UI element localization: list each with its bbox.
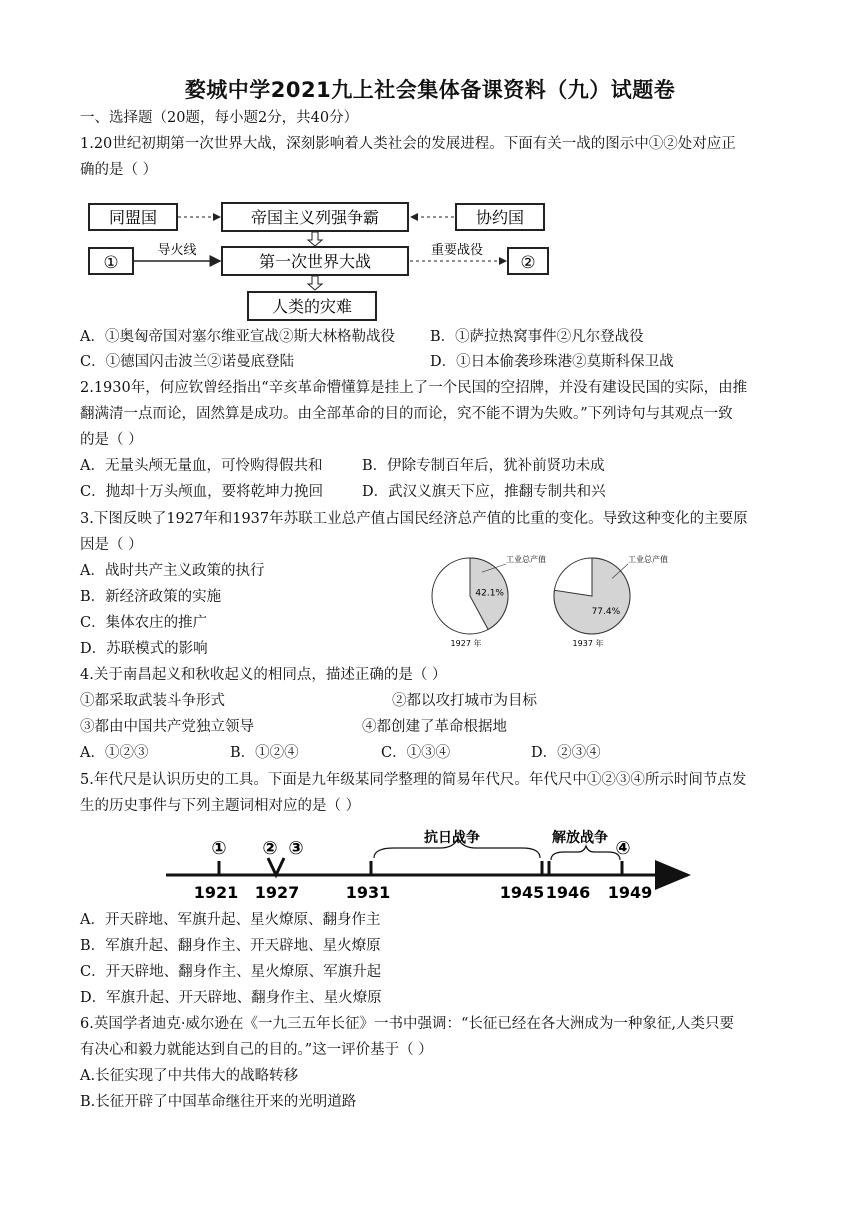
q2-option-d: D．武汉义旗天下应，推翻专制共和兴 [362,484,606,500]
q4-statement-3: ③都由中国共产党独立领导 [80,719,254,735]
q2-stem-line2: 翻满清一点而论，固然算是成功。由全部革命的目的而论，究不能不谓为失败。”下列诗句与其观点一致 [80,406,733,422]
q5-option-d: D．军旗升起、开天辟地、翻身作主、星火燎原 [80,990,382,1006]
q2-option-c: C．抛却十万头颅血，要将乾坤力挽回 [80,484,324,500]
year-1927: 1927 [254,883,300,902]
pie-category-label-1: 工业总产值 [506,555,546,564]
center-label: 帝国主义列强争霸 [250,208,380,227]
page-title: 婺城中学2021九上社会集体备课资料（九）试题卷 [184,78,676,102]
q5-stem-line2: 生的历史事件与下列主题词相对应的是（ ） [80,798,361,814]
q2-option-b: B．伊除专制百年后，犹补前贤功未成 [362,458,605,474]
circle1-label: ① [103,253,119,273]
year-1921: 1921 [193,883,239,902]
q4-option-d: D．②③④ [531,745,601,761]
pie-year-label-2: 1937 年 [572,639,604,648]
q1-option-d: D．①日本偷袭珍珠港②莫斯科保卫战 [430,354,674,370]
q6-stem-line1: 6.英国学者迪克·威尔逊在《一九三五年长征》一书中强调：“长征已经在各大洲成为一种象征,人类只要 [80,1016,734,1032]
q2-stem-line3: 的是（ ） [80,432,143,448]
year-1946: 1946 [545,883,591,902]
timeline-marker-3: ③ [288,838,304,859]
pie-year-label-1: 1927 年 [450,639,482,648]
pie-percent-label-2: 77.4% [591,606,621,617]
q3-option-d: D．苏联模式的影响 [80,641,208,657]
q4-option-a: A．①②③ [80,745,149,761]
q6-option-b: B.长征开辟了中国革命继往开来的光明道路 [80,1094,357,1110]
year-1949: 1949 [607,883,653,902]
q6-stem-line2: 有决心和毅力就能达到自己的目的。”这一评价基于（ ） [80,1042,433,1058]
q1-stem-line2: 确的是（ ） [80,162,158,178]
q5-option-c: C．开天辟地、翻身作主、星火燎原、军旗升起 [80,964,382,980]
year-timeline [160,822,700,906]
pie-percent-label-1: 42.1% [475,588,504,599]
q4-statement-1: ①都采取武装斗争形式 [80,693,225,709]
q2-stem-line1: 2.1930年，何应钦曾经指出“辛亥革命懵懂算是挂上了一个民国的空招牌，并没有建设民国的实际，由推 [80,380,748,396]
q1-option-c: C．①德国闪击波兰②诺曼底登陆 [80,354,295,370]
circle2-label: ② [520,253,536,273]
q3-option-b: B．新经济政策的实施 [80,589,222,605]
alliance-label: 同盟国 [108,208,158,227]
q5-option-b: B．军旗升起、翻身作主、开天辟地、星火燎原 [80,938,381,954]
q3-stem-line2: 因是（ ） [80,537,143,553]
timeline-marker-4: ④ [615,838,631,859]
q3-option-a: A．战时共产主义政策的执行 [80,563,265,579]
timeline-marker-1: ① [211,838,227,859]
q4-option-c: C．①③④ [381,745,451,761]
liberation-war-label: 解放战争 [552,830,608,846]
q3-option-c: C．集体农庄的推广 [80,615,208,631]
q5-stem-line1: 5.年代尺是认识历史的工具。下面是九年级某同学整理的简易年代尺。年代尺中①②③④所示时间节点发 [80,772,747,788]
disaster-label: 人类的灾难 [271,297,353,316]
q4-stem: 4.关于南昌起义和秋收起义的相同点，描述正确的是（ ） [80,667,447,683]
q5-option-a: A．开天辟地、军旗升起、星火燎原、翻身作主 [80,912,381,928]
q2-option-a: A．无量头颅无量血，可怜购得假共和 [80,458,323,474]
year-1931: 1931 [345,883,391,902]
section-heading: 一、选择题（20题，每小题2分，共40分） [80,110,359,126]
battle-label: 重要战役 [430,243,484,258]
q4-statement-4: ④都创建了革命根据地 [362,719,507,735]
fuse-label: 导火线 [157,243,197,258]
ww1-diagram [80,190,560,328]
entente-label: 协约国 [475,208,525,227]
anti-japanese-war-label: 抗日战争 [424,830,480,846]
year-1945: 1945 [499,883,545,902]
q1-option-a: A．①奥匈帝国对塞尔维亚宣战②斯大林格勒战役 [80,329,395,345]
pie-category-label-2: 工业总产值 [628,555,668,564]
q4-statement-2: ②都以攻打城市为目标 [392,693,537,709]
timeline-marker-2: ② [262,838,278,859]
q4-option-b: B．①②④ [230,745,299,761]
q1-option-b: B．①萨拉热窝事件②凡尔登战役 [430,329,644,345]
q6-option-a: A.长征实现了中共伟大的战略转移 [80,1068,299,1084]
q1-stem-line1: 1.20世纪初期第一次世界大战，深刻影响着人类社会的发展进程。下面有关一战的图示中①②处对应正 [80,136,736,152]
war-label: 第一次世界大战 [258,252,372,271]
industry-pie-charts [430,552,710,652]
q3-stem-line1: 3.下图反映了1927年和1937年苏联工业总产值占国民经济总产值的比重的变化。导致这种变化的主要原 [80,511,748,527]
